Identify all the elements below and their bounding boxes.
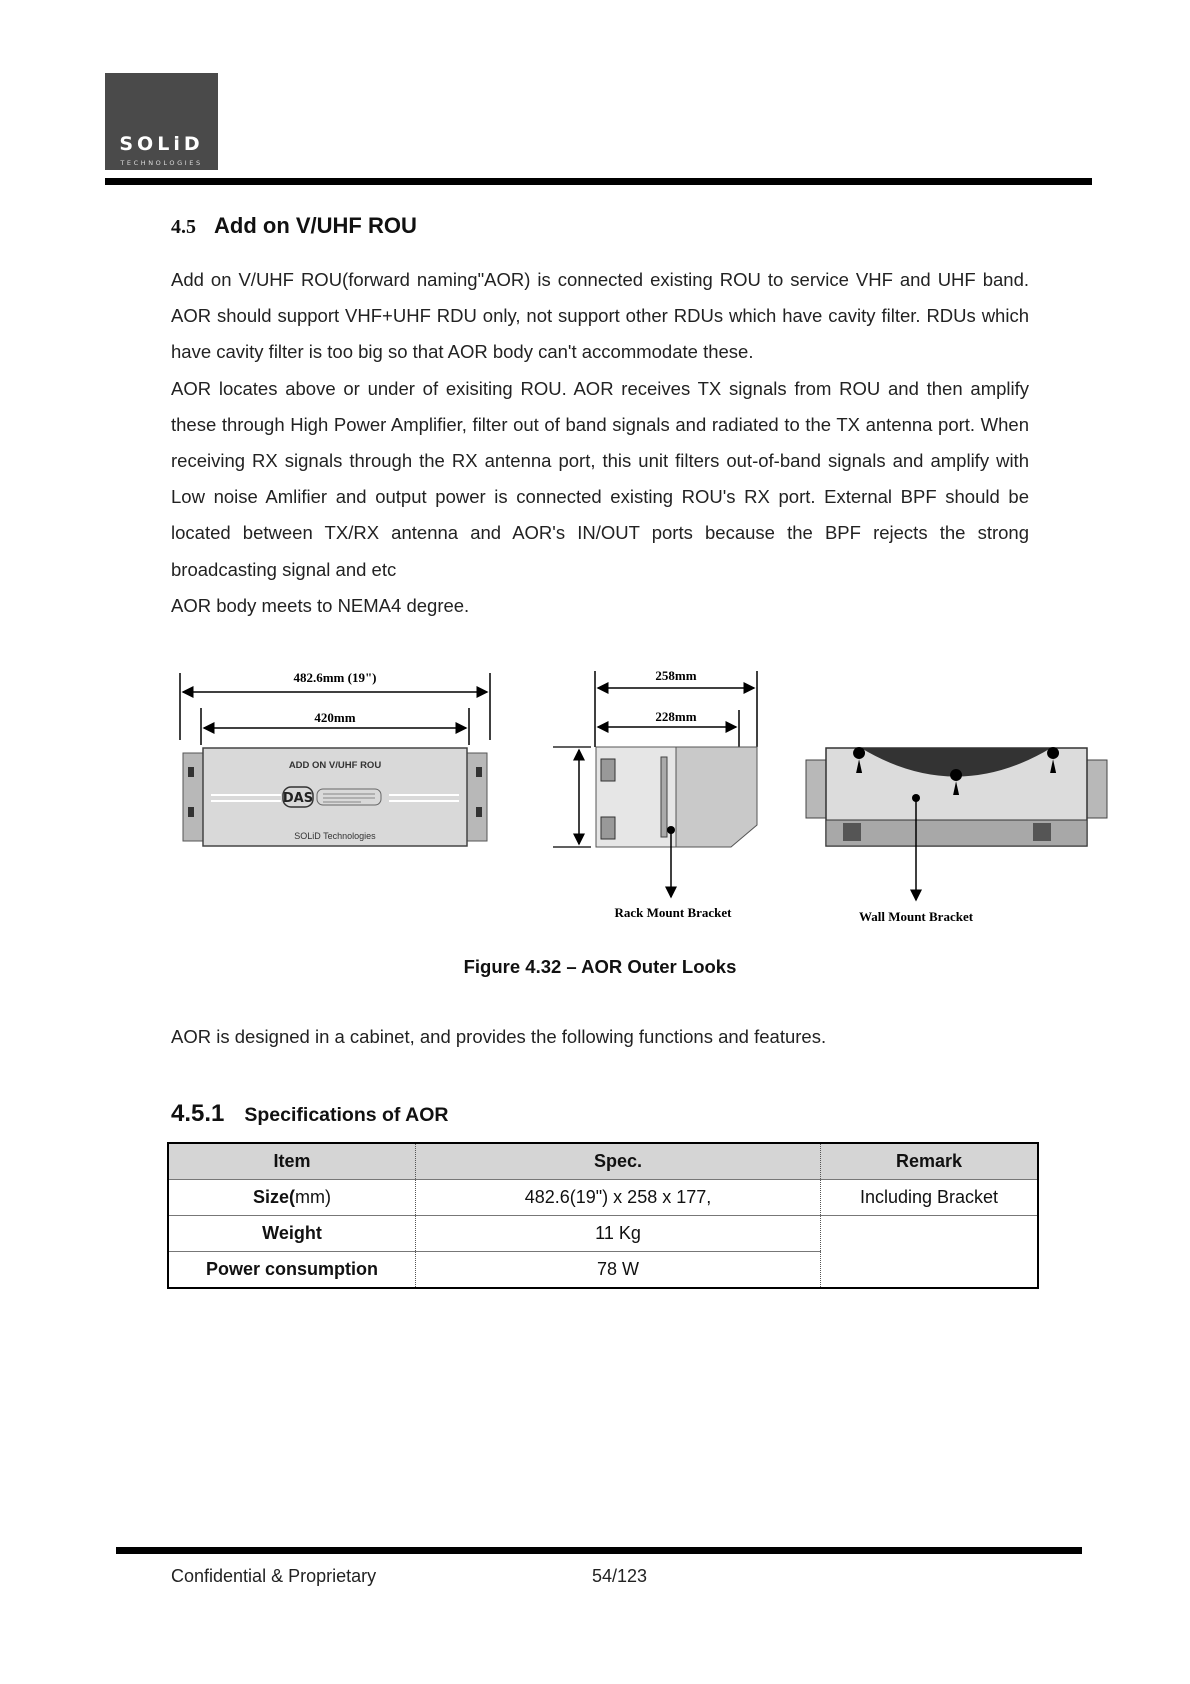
paragraph: AOR locates above or under of exisiting ROU. AOR receives TX signals from ROU and then amplify these through High Power Amplifier, filter out of band signals and radiated to the TX antenna port. When receiving RX signals through the RX antenna port, this unit filters out-of-band signals and amplify with Low noise Amlifier and output power is connected existing ROU's RX port. External BPF should be located between TX/RX antenna and AOR's IN/OUT ports because the BPF rejects the strong broadcasting signal and etc <box>171 377 1029 580</box>
header-spec: Spec. <box>416 1143 821 1180</box>
header-rule <box>105 178 1092 185</box>
label-rack-mount: Rack Mount Bracket <box>614 905 732 920</box>
cell-remark-empty <box>821 1216 1039 1289</box>
aor-figure <box>171 655 1121 930</box>
subsection-title: Specifications of AOR <box>244 1104 449 1126</box>
figure-caption: Figure 4.32 – AOR Outer Looks <box>463 956 737 977</box>
section-title: Add on V/UHF ROU <box>214 213 417 238</box>
device-maker: SOLiD Technologies <box>294 831 376 841</box>
subsection-heading <box>171 1100 448 1128</box>
cell-spec: 482.6(19") x 258 x 177, <box>416 1180 821 1216</box>
section-heading <box>171 213 417 239</box>
table-header-row <box>168 1143 1038 1180</box>
cell-remark: Including Bracket <box>821 1180 1039 1216</box>
table-row <box>168 1180 1038 1216</box>
paragraph: AOR body meets to NEMA4 degree. <box>171 594 470 616</box>
section-number: 4.5 <box>171 216 196 238</box>
spec-table <box>167 1142 1039 1289</box>
cell-spec: 11 Kg <box>416 1216 821 1252</box>
aor-drawing <box>171 655 1121 930</box>
side-view <box>553 668 757 920</box>
dim-overall-depth: 258mm <box>655 668 697 683</box>
device-das-logo: DAS <box>282 791 314 806</box>
dim-overall-width: 482.6mm (19") <box>293 670 377 685</box>
logo-wordmark: SOLiD <box>119 133 204 155</box>
cell-item: Size(mm) <box>168 1180 416 1216</box>
table-row <box>168 1216 1038 1252</box>
label-wall-mount: Wall Mount Bracket <box>858 909 974 924</box>
footer-confidential: Confidential & Proprietary <box>171 1566 377 1586</box>
rear-view <box>806 747 1107 924</box>
logo-subtitle: TECHNOLOGIES <box>120 159 203 167</box>
cell-spec: 78 W <box>416 1252 821 1289</box>
device-title: ADD ON V/UHF ROU <box>288 760 382 771</box>
subsection-number: 4.5.1 <box>171 1100 225 1127</box>
header-item: Item <box>168 1143 416 1180</box>
cell-item: Power consumption <box>168 1252 416 1289</box>
paragraph: Add on V/UHF ROU(forward naming"AOR) is connected existing ROU to service VHF and UHF band. AOR should support VHF+UHF RDU only, not support other RDUs which have cavity filter. RDUs which have cavity filter is too big so that AOR body can't accommodate these. <box>171 269 1029 363</box>
company-logo <box>105 73 218 170</box>
section-body <box>171 262 1029 624</box>
dim-body-width: 420mm <box>314 710 356 725</box>
cell-item: Weight <box>168 1216 416 1252</box>
header-remark: Remark <box>821 1143 1039 1180</box>
front-view <box>180 670 490 846</box>
footer-rule <box>116 1547 1082 1554</box>
intro-paragraph: AOR is designed in a cabinet, and provides the following functions and features. <box>171 1026 827 1047</box>
page-number: 54/123 <box>592 1566 648 1586</box>
dim-body-depth: 228mm <box>655 709 697 724</box>
